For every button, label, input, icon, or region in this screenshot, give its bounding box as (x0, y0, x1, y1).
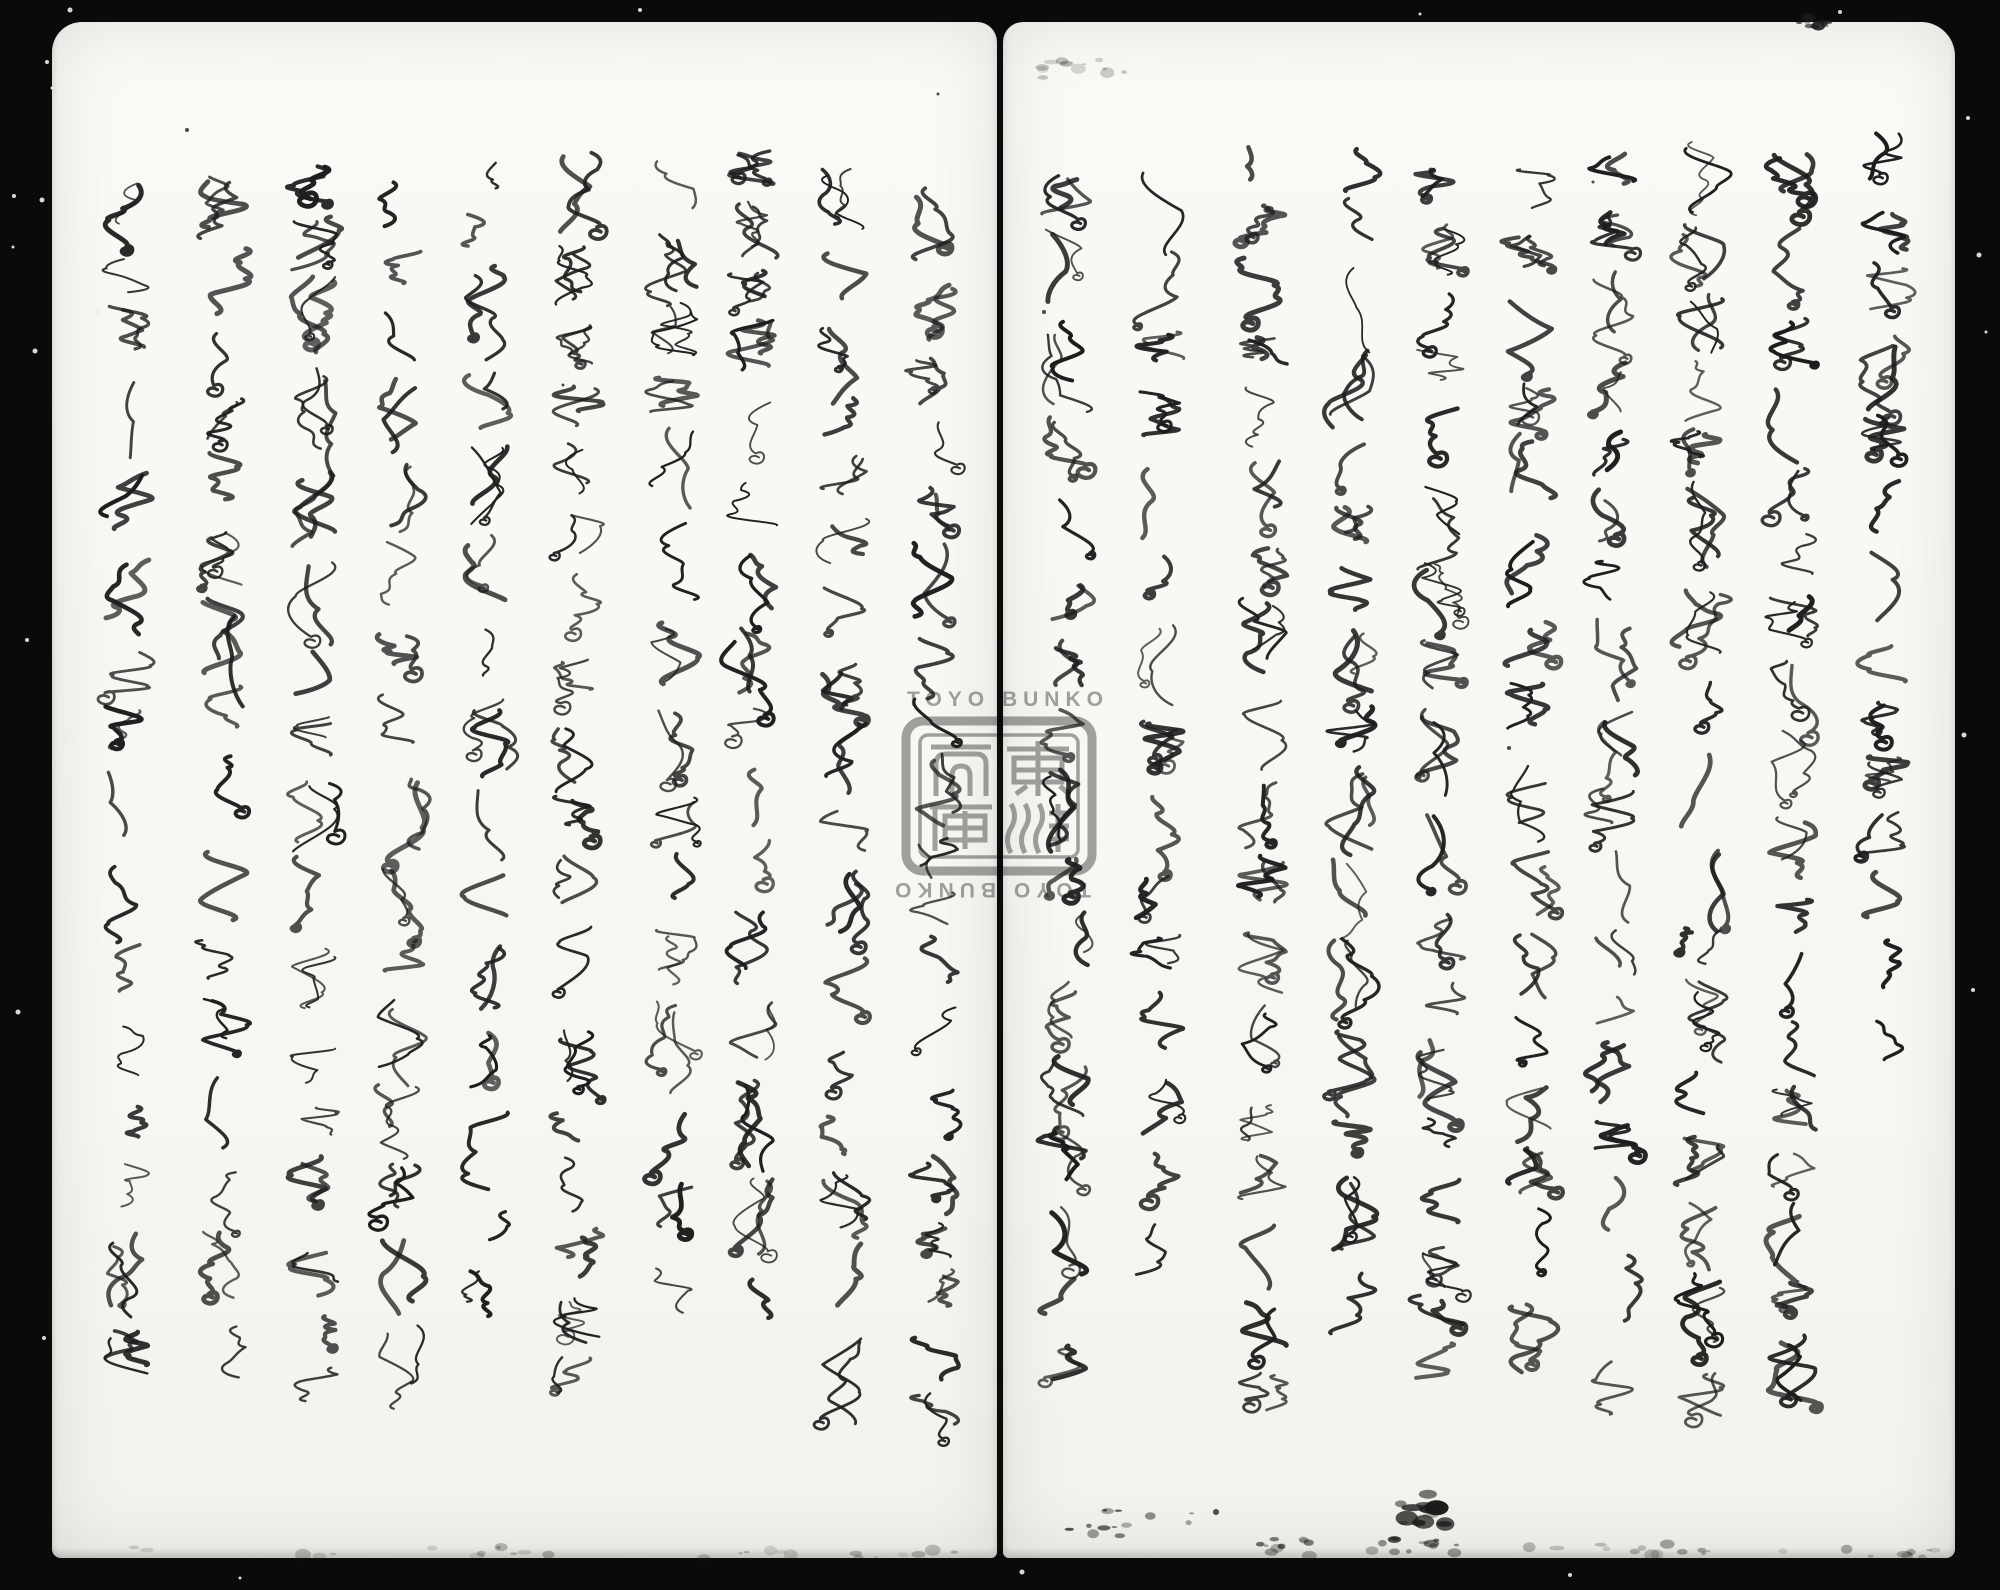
page-left (52, 22, 997, 1558)
page-right (1003, 22, 1955, 1558)
watermark-text-bottom: TOYO BUNKO (889, 878, 1091, 901)
seal-glyph-yo (1008, 804, 1070, 853)
toyo-bunko-watermark (889, 688, 1109, 901)
seal-glyph-ko (930, 807, 992, 851)
toyo-bunko-seal-icon (901, 716, 1097, 876)
seal-glyph-to (1007, 741, 1069, 796)
seal-glyph-bun (931, 747, 991, 796)
watermark-text-top: TOYO BUNKO (907, 688, 1109, 711)
